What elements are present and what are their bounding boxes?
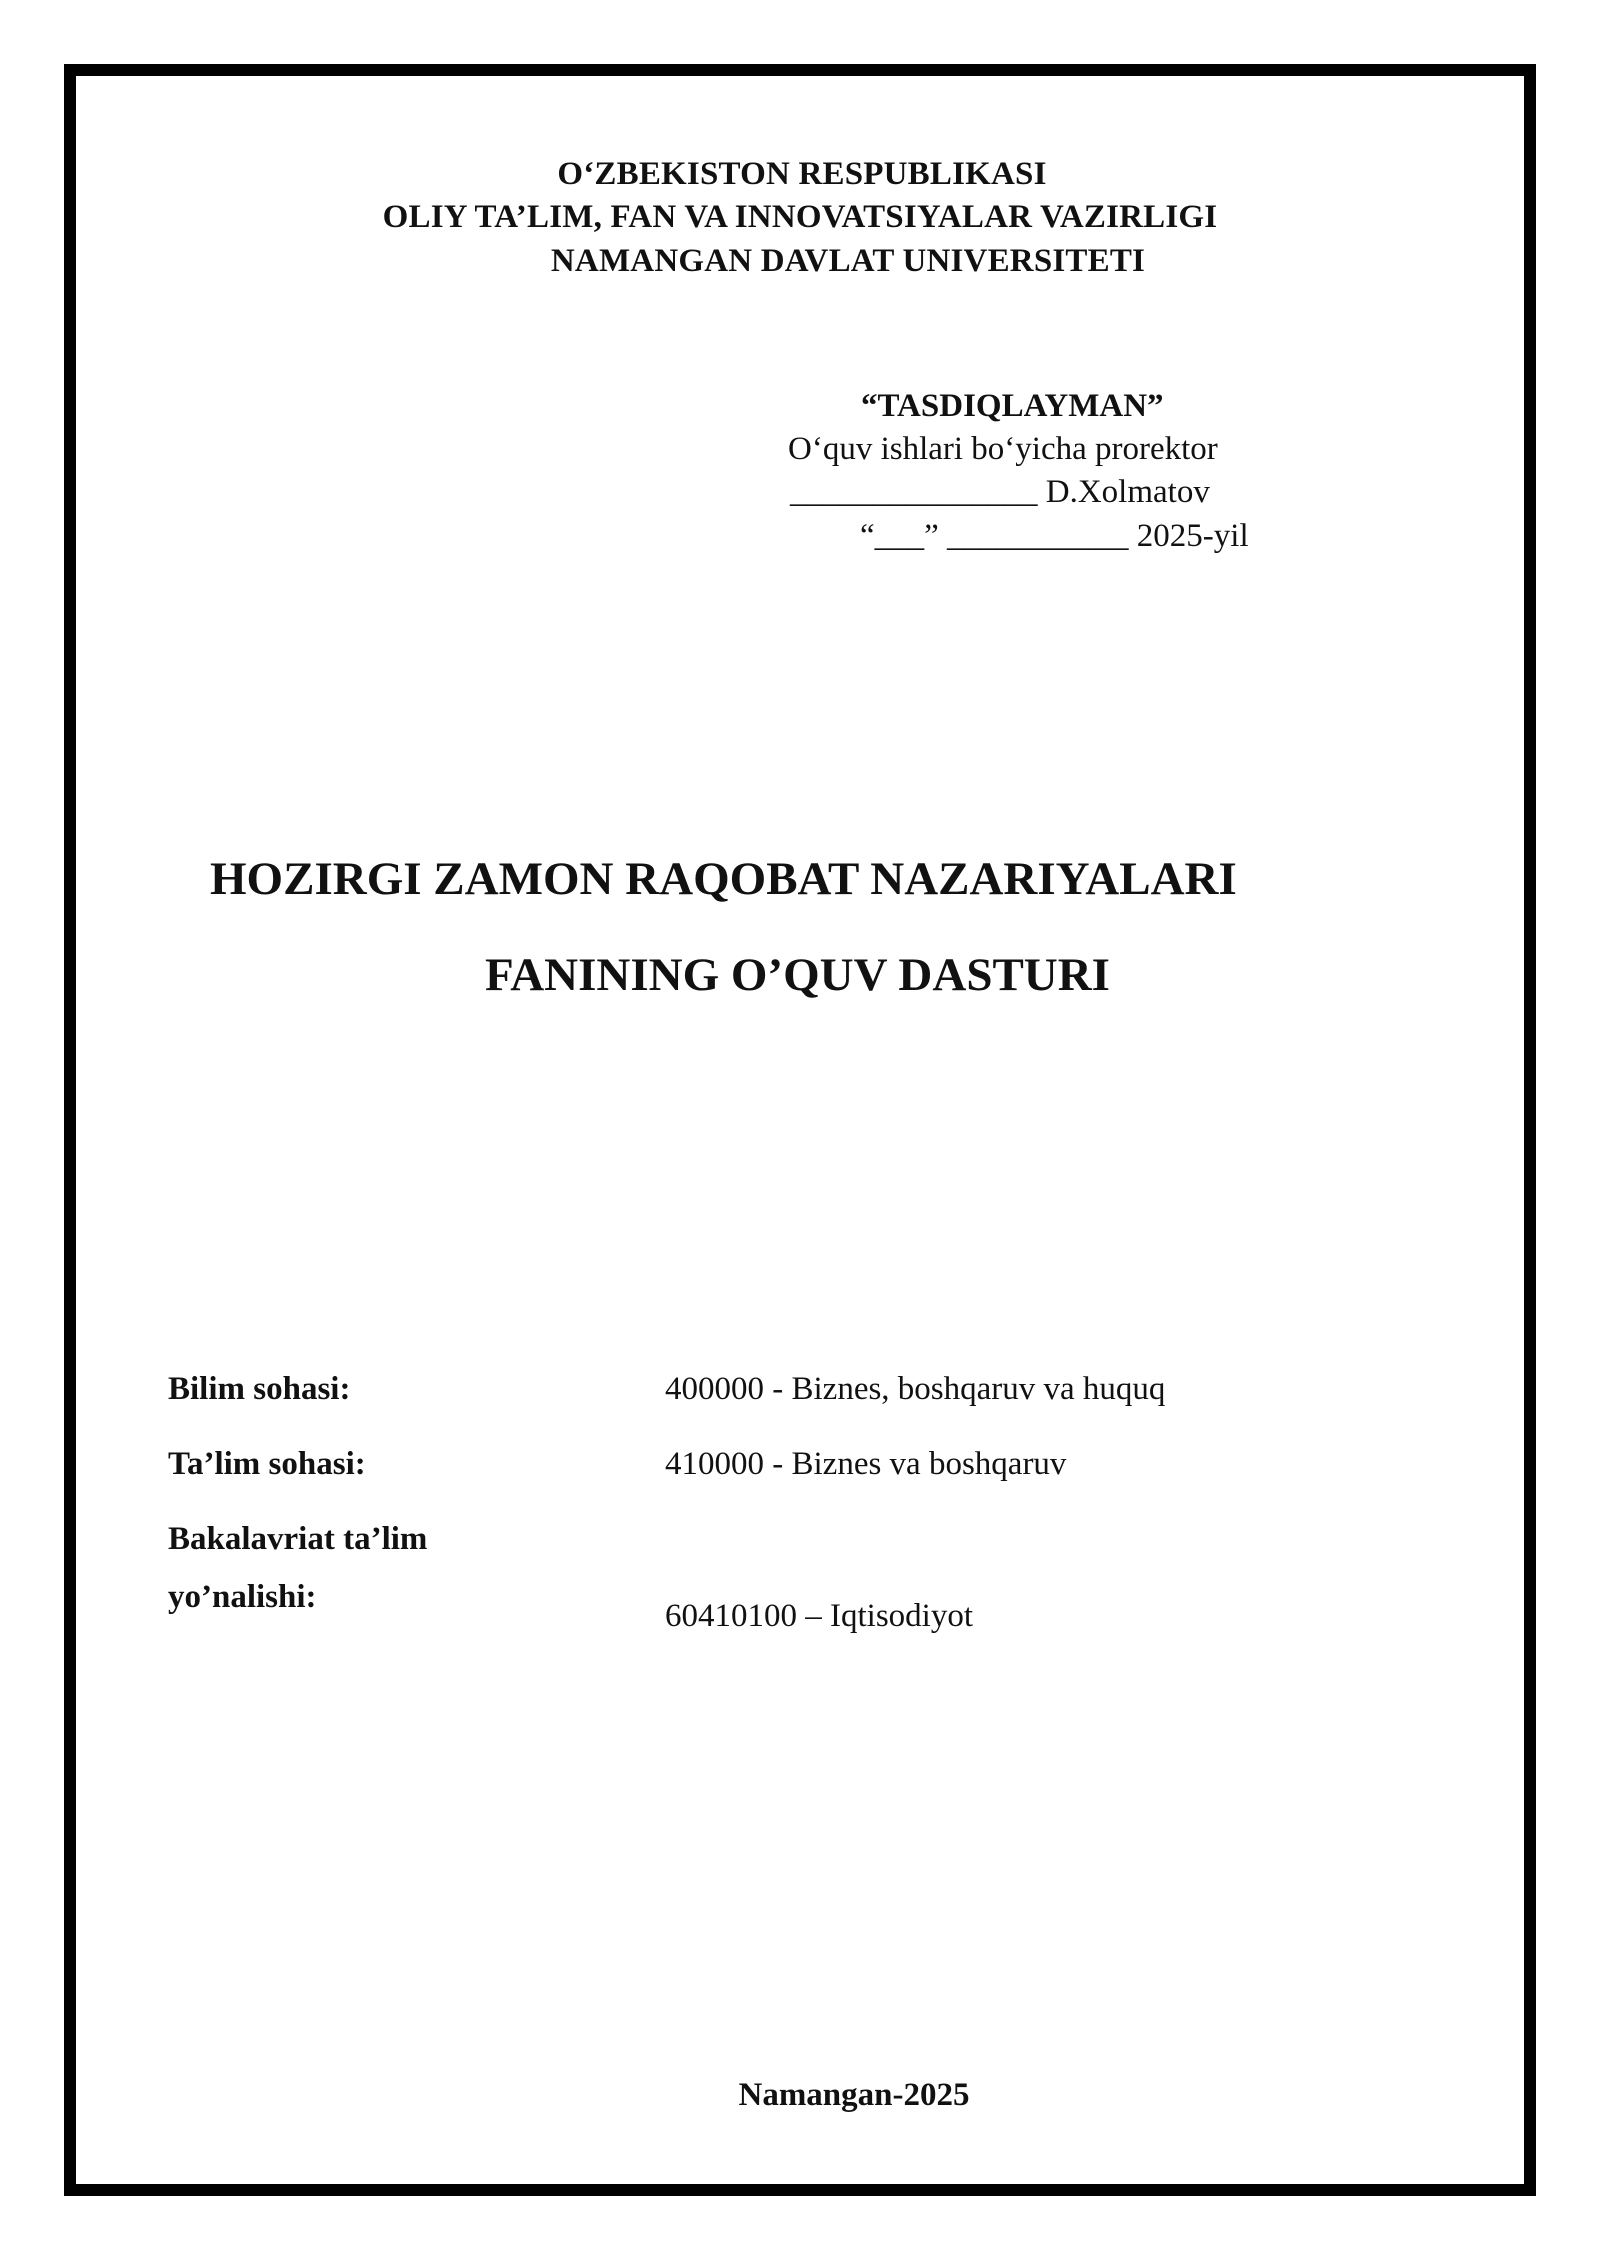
header-country-text: O‘ZBEKISTON RESPUBLIKASI xyxy=(557,156,1047,192)
approval-signature-line: _______________ D.Xolmatov xyxy=(790,474,1210,510)
knowledge-area-label: Bilim sohasi: xyxy=(168,1371,351,1407)
document-title-line2-text: FANINING O’QUV DASTURI xyxy=(485,949,1110,1001)
footer-city-year-text: Namangan-2025 xyxy=(738,2077,970,2113)
header-ministry xyxy=(0,199,1600,236)
bachelor-direction-label-line2: yo’nalishi: xyxy=(168,1579,317,1615)
page-border xyxy=(64,64,1536,2196)
approval-position: O‘quv ishlari bo‘yicha prorektor xyxy=(788,431,1218,467)
approval-date-line: “___” ___________ 2025-yil xyxy=(860,518,1249,554)
footer-city-year xyxy=(0,2077,1600,2114)
education-area-value: 410000 - Biznes va boshqaruv xyxy=(665,1446,1067,1482)
approval-title: “TASDIQLAYMAN” xyxy=(861,388,1164,424)
bachelor-direction-value: 60410100 – Iqtisodiyot xyxy=(665,1598,974,1634)
header-ministry-text: OLIY TA’LIM, FAN VA INNOVATSIYALAR VAZIRLIGI xyxy=(382,199,1218,235)
header-university-text: NAMANGAN DAVLAT UNIVERSITETI xyxy=(550,243,1146,279)
header-university xyxy=(0,243,1600,280)
document-title-line1-text: HOZIRGI ZAMON RAQOBAT NAZARIYALARI xyxy=(210,853,1237,905)
education-area-label: Ta’lim sohasi: xyxy=(168,1446,366,1482)
knowledge-area-value: 400000 - Biznes, boshqaruv va huquq xyxy=(665,1371,1166,1407)
bachelor-direction-label-line1: Bakalavriat ta’lim xyxy=(168,1521,428,1557)
header-country xyxy=(0,156,1600,193)
